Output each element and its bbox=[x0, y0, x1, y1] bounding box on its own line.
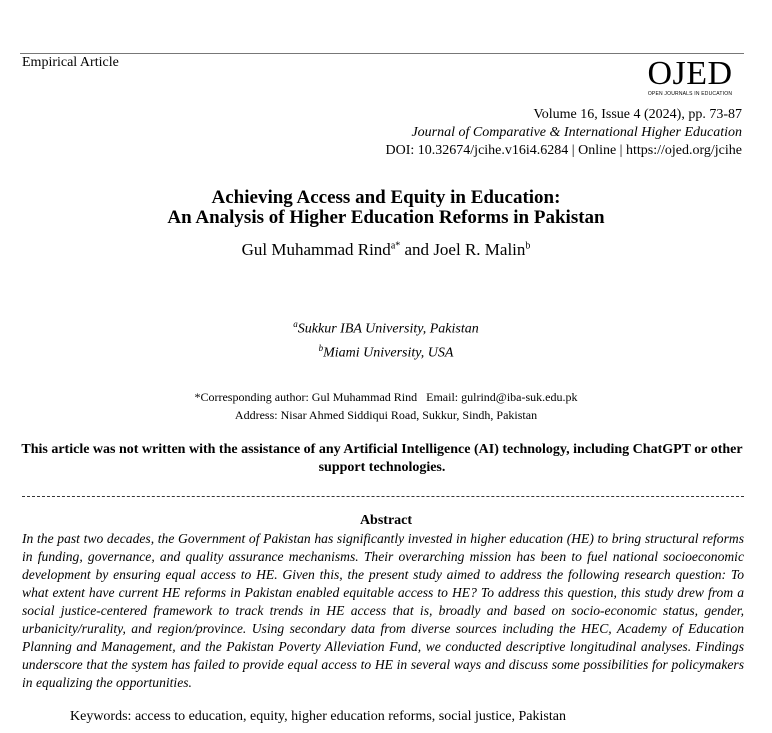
article-title bbox=[0, 188, 772, 228]
affiliation-item: $^a$Sukkur IBA University, Pakistan bbox=[293, 319, 479, 337]
affiliation-marker: a bbox=[293, 319, 298, 329]
logo-subtitle: OPEN JOURNALS IN EDUCATION bbox=[647, 91, 733, 97]
ai-statement: This article was not written with the assistance of any Artificial Intelligence (AI) technology, including ChatGPT or other support technologies. bbox=[21, 442, 743, 475]
article-type: Empirical Article bbox=[22, 55, 119, 70]
author-name: Gul Muhammad Rind bbox=[241, 240, 391, 259]
keywords bbox=[70, 709, 566, 725]
journal-name: Journal of Comparative & International Higher Education bbox=[411, 125, 742, 140]
abstract-heading: Abstract bbox=[359, 513, 413, 528]
author-list bbox=[0, 240, 772, 260]
section-divider bbox=[22, 496, 744, 497]
corresponding-author: *Corresponding author: Gul Muhammad Rind Email: gulrind@iba-suk.edu.pk bbox=[194, 390, 578, 404]
keywords-label: Keywords: bbox=[70, 709, 132, 724]
author-name: Joel R. Malin bbox=[433, 240, 526, 259]
author-marker: a* bbox=[390, 240, 401, 252]
affiliation-item: $^b$Miami University, USA bbox=[318, 342, 454, 361]
header-rule bbox=[20, 53, 744, 54]
logo-wordmark: OJED bbox=[647, 55, 733, 92]
title-line-2: An Analysis of Higher Education Reforms in Pakistan bbox=[167, 207, 605, 228]
abstract-text: In the past two decades, the Government of Pakistan has significantly invested in higher education (HE) to bring structural reforms in funding, governance, and quality assurance mechanisms. Their overarching mission has been to fuel national socioeconomic development by ensuring equal access to HE. Given this, the present study aimed to address the following research question: To what extent have current HE reforms in Pakistan enabled equitable access to HE? To address this question, this study drew from a social justice-centered framework to track trends in HE access that is, broadly and based on socio-economic status, gender, urbanicity/rurality, and region/province. Using secondary data from diverse sources including the HEC, Academy of Education Planning and Management, and the Pakistan Poverty Alleviation Fund, we conducted descriptive longitudinal analyses. Findings underscore that the system has failed to provide equal access to HE in several ways and discuss some possibilities for policymakers in equalizing the opportunities. bbox=[22, 531, 744, 690]
author-joiner: and bbox=[404, 240, 430, 259]
ojed-logo[interactable] bbox=[638, 57, 742, 97]
corresponding-address: Address: Nisar Ahmed Siddiqui Road, Sukkur, Sindh, Pakistan bbox=[234, 408, 538, 422]
title-line-1: Achieving Access and Equity in Education: bbox=[211, 187, 561, 208]
author-marker: b bbox=[525, 240, 531, 252]
keywords-text: access to education, equity, higher education reforms, social justice, Pakistan bbox=[134, 709, 566, 724]
doi-line[interactable]: DOI: 10.32674/jcihe.v16i4.6284 | Online | https://ojed.org/jcihe bbox=[385, 143, 742, 158]
publication-info bbox=[386, 106, 742, 160]
volume-line: Volume 16, Issue 4 (2024), pp. 73-87 bbox=[533, 107, 742, 122]
affiliation-marker: b bbox=[318, 342, 324, 353]
affiliations bbox=[0, 315, 772, 362]
correspondence bbox=[0, 388, 772, 424]
